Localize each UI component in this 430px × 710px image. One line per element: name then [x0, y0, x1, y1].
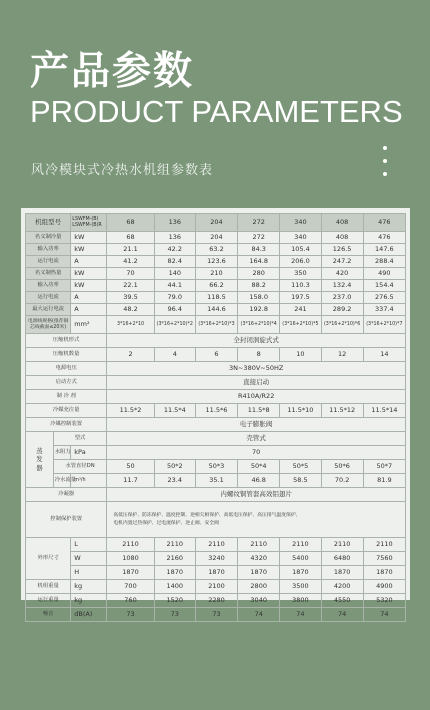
value-cell: 73 — [154, 608, 195, 622]
value-cell: 1870 — [363, 566, 405, 580]
value-cell: 237.0 — [321, 292, 363, 304]
value-cell: 74 — [363, 608, 405, 622]
value-cell: 2160 — [154, 552, 195, 566]
value-cell: 760 — [107, 594, 154, 608]
row-label: 外形尺寸 — [26, 538, 71, 580]
value-cell: 3240 — [195, 552, 237, 566]
value-cell: 276.5 — [363, 292, 405, 304]
value-cell: 340 — [280, 232, 321, 244]
value-cell: 70 — [107, 446, 406, 460]
table-caption: 风冷模块式冷热水机组参数表 — [31, 163, 214, 178]
value-cell: 350 — [280, 268, 321, 280]
menu-dot — [383, 159, 387, 163]
value-cell: R410A/R22 — [107, 390, 406, 404]
protection-cell — [107, 502, 406, 538]
value-cell: 70.2 — [321, 474, 363, 488]
value-cell: 5320 — [363, 594, 405, 608]
value-cell: 206.0 — [280, 256, 321, 268]
row-label: 冷媒控制装置 — [26, 418, 107, 432]
value-cell: 4320 — [238, 552, 280, 566]
value-cell: 476 — [363, 232, 405, 244]
value-cell: 1080 — [107, 552, 154, 566]
value-cell: 74 — [280, 608, 321, 622]
row-label: 冷水流量 — [53, 474, 71, 488]
value-cell: (3*16+2*10)*2 — [154, 316, 195, 334]
value-cell: 420 — [321, 268, 363, 280]
value-cell: 7560 — [363, 552, 405, 566]
value-cell: 337.4 — [363, 304, 405, 316]
model-header: 136 — [154, 214, 195, 232]
table-row — [26, 390, 406, 404]
value-cell: 408 — [321, 232, 363, 244]
row-label: 冷凝器 — [26, 488, 107, 502]
value-cell: 280 — [238, 268, 280, 280]
vertical-dots-icon[interactable] — [381, 146, 389, 176]
value-cell: 50*3 — [195, 460, 237, 474]
unit-cell: m³/h — [71, 474, 107, 488]
value-cell: 2110 — [363, 538, 405, 552]
value-cell: 50*5 — [280, 460, 321, 474]
row-label: 最大运行电流 — [26, 304, 71, 316]
value-cell: 158.0 — [238, 292, 280, 304]
value-cell: 11.5*4 — [154, 404, 195, 418]
table-row — [26, 538, 406, 552]
table-row — [26, 304, 406, 316]
table-row — [26, 608, 406, 622]
value-cell: 288.4 — [363, 256, 405, 268]
unit-cell: H — [71, 566, 107, 580]
value-cell: 4900 — [363, 580, 405, 594]
value-cell: (3*16+2*10)*6 — [321, 316, 363, 334]
value-cell: 2100 — [195, 580, 237, 594]
value-cell: 3500 — [280, 580, 321, 594]
value-cell: 81.9 — [363, 474, 405, 488]
row-label: 输入功率 — [26, 244, 71, 256]
value-cell: 直接启动 — [107, 376, 406, 390]
table-row — [26, 362, 406, 376]
value-cell: 247.2 — [321, 256, 363, 268]
value-cell: 84.3 — [238, 244, 280, 256]
evaporator-char: 发 — [36, 455, 43, 464]
unit-cell: mm² — [71, 316, 107, 334]
table-row — [26, 292, 406, 304]
value-cell: 14 — [363, 348, 405, 362]
row-label: 输入功率 — [26, 280, 71, 292]
protection-line: 电机内置过热保护、过电流保护、逆止阀、安全阀 — [113, 520, 219, 526]
value-cell: 490 — [363, 268, 405, 280]
value-cell: 4200 — [321, 580, 363, 594]
row-label: 电源线规格(推荐铜芯线截面≤20米) — [26, 316, 71, 334]
value-cell: 23.4 — [154, 474, 195, 488]
value-cell: 50*2 — [154, 460, 195, 474]
value-cell: 42.2 — [154, 244, 195, 256]
value-cell: 5400 — [280, 552, 321, 566]
unit-cell: L — [71, 538, 107, 552]
value-cell: 68 — [107, 232, 154, 244]
value-cell: 700 — [107, 580, 154, 594]
value-cell: 241 — [280, 304, 321, 316]
value-cell: 70 — [107, 268, 154, 280]
value-cell: 140 — [154, 268, 195, 280]
model-prefix-2: LSWFM-(B)R — [72, 222, 102, 228]
value-cell: 48.2 — [107, 304, 154, 316]
table-row — [26, 348, 406, 362]
unit-cell: kg — [71, 580, 107, 594]
row-label: 名义制冷量 — [26, 232, 71, 244]
value-cell: 10 — [280, 348, 321, 362]
table-row — [26, 256, 406, 268]
value-cell: 1870 — [238, 566, 280, 580]
value-cell: 11.5*2 — [107, 404, 154, 418]
row-label: 启动方式 — [26, 376, 107, 390]
value-cell: 79.0 — [154, 292, 195, 304]
value-cell: 22.1 — [107, 280, 154, 292]
value-cell: 74 — [321, 608, 363, 622]
row-label: 水阻力 — [53, 446, 71, 460]
value-cell: 11.5*10 — [280, 404, 321, 418]
value-cell: 1400 — [154, 580, 195, 594]
value-cell: 2110 — [195, 538, 237, 552]
table-row — [26, 552, 406, 566]
value-cell: 204 — [195, 232, 237, 244]
value-cell: 电子膨胀阀 — [107, 418, 406, 432]
value-cell: 197.5 — [280, 292, 321, 304]
value-cell: 11.5*14 — [363, 404, 405, 418]
value-cell: 1520 — [154, 594, 195, 608]
table-row — [26, 404, 406, 418]
unit-cell: W — [71, 552, 107, 566]
row-label: 冷媒充注量 — [26, 404, 107, 418]
value-cell: 2280 — [195, 594, 237, 608]
table-row — [26, 280, 406, 292]
row-label: 电源电压 — [26, 362, 107, 376]
unit-cell: kW — [71, 244, 107, 256]
value-cell: 35.1 — [195, 474, 237, 488]
unit-cell: kPa — [71, 446, 107, 460]
row-label: 水管直径DN — [53, 460, 107, 474]
value-cell: 289.2 — [321, 304, 363, 316]
model-header: 272 — [238, 214, 280, 232]
value-cell: 21.1 — [107, 244, 154, 256]
value-cell: 内螺纹铜管套高效铝翅片 — [107, 488, 406, 502]
value-cell: 132.4 — [321, 280, 363, 292]
model-label-cell: 机组型号 — [26, 214, 71, 232]
value-cell: 3N~380V~50HZ — [107, 362, 406, 376]
table-row — [26, 474, 406, 488]
value-cell: 46.8 — [238, 474, 280, 488]
value-cell: 192.8 — [238, 304, 280, 316]
unit-cell: dB(A) — [71, 608, 107, 622]
value-cell: 73 — [195, 608, 237, 622]
value-cell: 1870 — [195, 566, 237, 580]
table-row — [26, 566, 406, 580]
table-row — [26, 244, 406, 256]
value-cell: 96.4 — [154, 304, 195, 316]
value-cell: 3040 — [238, 594, 280, 608]
menu-dot — [383, 172, 387, 176]
value-cell: 1870 — [321, 566, 363, 580]
value-cell: 88.2 — [238, 280, 280, 292]
value-cell: (3*16+2*10)*4 — [238, 316, 280, 334]
row-label: 型式 — [53, 432, 107, 446]
value-cell: 2110 — [238, 538, 280, 552]
value-cell: (3*16+2*10)*5 — [280, 316, 321, 334]
unit-cell: kW — [71, 232, 107, 244]
value-cell: 3*16+2*10 — [107, 316, 154, 334]
value-cell: 1870 — [280, 566, 321, 580]
value-cell: 4550 — [321, 594, 363, 608]
value-cell: 12 — [321, 348, 363, 362]
table-row — [26, 580, 406, 594]
value-cell: 147.6 — [363, 244, 405, 256]
unit-cell: kW — [71, 268, 107, 280]
value-cell: 50*4 — [238, 460, 280, 474]
value-cell: 4 — [154, 348, 195, 362]
value-cell: 50*6 — [321, 460, 363, 474]
value-cell: 144.6 — [195, 304, 237, 316]
row-label: 制 冷 剂 — [26, 390, 107, 404]
value-cell: 66.2 — [195, 280, 237, 292]
value-cell: 11.5*12 — [321, 404, 363, 418]
value-cell: 2110 — [154, 538, 195, 552]
table-row — [26, 316, 406, 334]
value-cell: 1870 — [154, 566, 195, 580]
page-title: 产品参数 — [30, 49, 195, 94]
table-row — [26, 376, 406, 390]
value-cell: 164.8 — [238, 256, 280, 268]
model-header: 204 — [195, 214, 237, 232]
value-cell: 73 — [107, 608, 154, 622]
value-cell: (3*16+2*10)*3 — [195, 316, 237, 334]
unit-cell: kW — [71, 280, 107, 292]
row-label: 名义制热量 — [26, 268, 71, 280]
table-header-row — [26, 214, 406, 232]
value-cell: 50*7 — [363, 460, 405, 474]
value-cell: 11.5*6 — [195, 404, 237, 418]
value-cell: 82.4 — [154, 256, 195, 268]
value-cell: 210 — [195, 268, 237, 280]
model-header: 476 — [363, 214, 405, 232]
table-row — [26, 432, 406, 446]
value-cell: 105.4 — [280, 244, 321, 256]
value-cell: 6480 — [321, 552, 363, 566]
table-row — [26, 488, 406, 502]
value-cell: 50 — [107, 460, 154, 474]
table-row — [26, 460, 406, 474]
parameter-panel — [21, 208, 410, 618]
model-header: 408 — [321, 214, 363, 232]
unit-cell: A — [71, 304, 107, 316]
model-header: 68 — [107, 214, 154, 232]
parameter-table — [25, 213, 406, 622]
model-prefix-cell — [71, 214, 107, 232]
value-cell: 壳管式 — [107, 432, 406, 446]
value-cell: 1870 — [107, 566, 154, 580]
evaporator-char: 器 — [36, 463, 43, 472]
value-cell: 3800 — [280, 594, 321, 608]
row-label: 运行电流 — [26, 292, 71, 304]
value-cell: 全封闭涡旋式式 — [107, 334, 406, 348]
model-prefix-1: LSWFM-(B) — [72, 217, 99, 223]
value-cell: 11.7 — [107, 474, 154, 488]
value-cell: 118.5 — [195, 292, 237, 304]
value-cell: 2110 — [321, 538, 363, 552]
value-cell: 154.4 — [363, 280, 405, 292]
row-label: 运行电流 — [26, 256, 71, 268]
menu-dot — [383, 146, 387, 150]
evaporator-group-label — [26, 432, 54, 488]
table-row — [26, 334, 406, 348]
table-row — [26, 268, 406, 280]
unit-cell: kg — [71, 594, 107, 608]
value-cell: 11.5*8 — [238, 404, 280, 418]
value-cell: 2800 — [238, 580, 280, 594]
value-cell: 123.6 — [195, 256, 237, 268]
value-cell: 126.5 — [321, 244, 363, 256]
value-cell: (3*16+2*10)*7 — [363, 316, 405, 334]
row-label: 机组重量 — [26, 580, 71, 594]
value-cell: 2110 — [280, 538, 321, 552]
row-label: 运行重量 — [26, 594, 71, 608]
value-cell: 63.2 — [195, 244, 237, 256]
evaporator-char: 蒸 — [36, 446, 43, 455]
model-header: 340 — [280, 214, 321, 232]
value-cell: 58.5 — [280, 474, 321, 488]
value-cell: 2 — [107, 348, 154, 362]
table-row — [26, 418, 406, 432]
value-cell: 44.1 — [154, 280, 195, 292]
value-cell: 272 — [238, 232, 280, 244]
row-label: 噪音 — [26, 608, 71, 622]
value-cell: 8 — [238, 348, 280, 362]
table-row — [26, 594, 406, 608]
page-title-english: PRODUCT PARAMETERS — [30, 94, 403, 129]
value-cell: 39.5 — [107, 292, 154, 304]
value-cell: 41.2 — [107, 256, 154, 268]
value-cell: 74 — [238, 608, 280, 622]
protection-line: 高低压保护、防冻保护、温度控制、逆相欠相保护、高低电压保护、高压排气温度保护、 — [113, 513, 301, 519]
table-row — [26, 446, 406, 460]
table-row — [26, 502, 406, 538]
unit-cell: A — [71, 256, 107, 268]
value-cell: 110.3 — [280, 280, 321, 292]
unit-cell: A — [71, 292, 107, 304]
value-cell: 136 — [154, 232, 195, 244]
table-row — [26, 232, 406, 244]
row-label: 控制保护装置 — [26, 502, 107, 538]
value-cell: 2110 — [107, 538, 154, 552]
row-label: 压缩机数量 — [26, 348, 107, 362]
value-cell: 6 — [195, 348, 237, 362]
row-label: 压缩机形式 — [26, 334, 107, 348]
